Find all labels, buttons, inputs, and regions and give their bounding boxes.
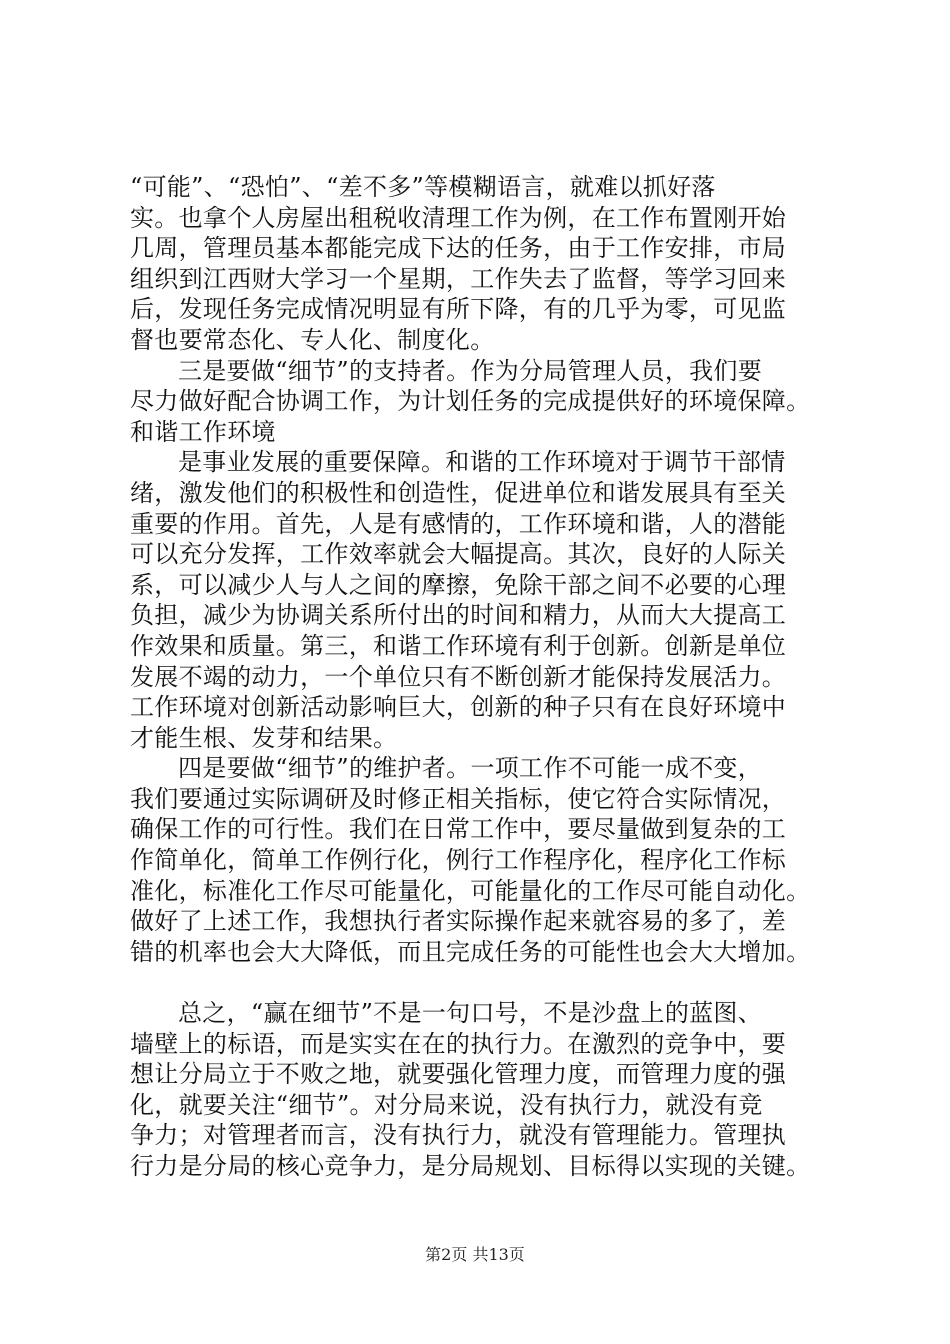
text-line: 组织到江西财大学习一个星期，工作失去了监督，等学习回来	[130, 264, 787, 293]
text-line	[130, 967, 850, 998]
text-line: 做好了上述工作，我想执行者实际操作起来就容易的多了，差	[130, 907, 787, 936]
text-line: 作效果和质量。第三，和谐工作环境有利于创新。创新是单位	[130, 631, 787, 660]
text-line: 三是要做“细节”的支持者。作为分局管理人员，我们要	[178, 356, 763, 385]
text-line: 争力；对管理者而言，没有执行力，就没有管理能力。管理执	[130, 1121, 787, 1150]
text-line: 实。也拿个人房屋出租税收清理工作为例，在工作布置刚开始	[130, 203, 787, 232]
document-body	[130, 172, 850, 1182]
text-line: 我们要通过实际调研及时修正相关指标，使它符合实际情况，	[130, 784, 787, 813]
page-number-footer: 第2页 共13页	[425, 1245, 525, 1264]
text-line: 尽力做好配合协调工作，为计划任务的完成提供好的环境保障。	[130, 387, 811, 416]
text-line: 负担，减少为协调关系所付出的时间和精力，从而大大提高工	[130, 601, 787, 630]
text-line: 是事业发展的重要保障。和谐的工作环境对于调节干部情	[178, 448, 786, 477]
text-line: 墙壁上的标语，而是实实在在的执行力。在激烈的竞争中，要	[130, 1029, 787, 1058]
text-line: 作简单化，简单工作例行化，例行工作程序化，程序化工作标	[130, 846, 787, 875]
text-line: “可能”、“恐怕”、“差不多”等模糊语言，就难以抓好落	[130, 173, 716, 201]
text-line: 后，发现任务完成情况明显有所下降，有的几乎为零，可见监	[130, 295, 787, 324]
text-line: 发展不竭的动力，一个单位只有不断创新才能保持发展活力。	[130, 662, 787, 691]
text-line: 可以充分发挥，工作效率就会大幅提高。其次，良好的人际关	[130, 540, 787, 569]
text-line: 重要的作用。首先，人是有感情的，工作环境和谐，人的潜能	[130, 509, 787, 538]
text-line: 督也要常态化、专人化、制度化。	[130, 325, 495, 354]
text-line: 化，就要关注“细节”。对分局来说，没有执行力，就没有竞	[130, 1090, 763, 1119]
text-line: 准化，标准化工作尽可能量化，可能量化的工作尽可能自动化。	[130, 876, 811, 905]
text-line: 和谐工作环境	[130, 417, 276, 446]
text-line: 错的机率也会大大降低，而且完成任务的可能性也会大大增加。	[130, 937, 811, 966]
text-line: 想让分局立于不败之地，就要强化管理力度，而管理力度的强	[130, 1060, 787, 1089]
text-line: 几周，管理员基本都能完成下达的任务，由于工作安排，市局	[130, 234, 787, 263]
text-line: 四是要做“细节”的维护者。一项工作不可能一成不变，	[178, 754, 763, 783]
text-line: 系，可以减少人与人之间的摩擦，免除干部之间不必要的心理	[130, 570, 787, 599]
text-line: 绪，激发他们的积极性和创造性，促进单位和谐发展具有至关	[130, 478, 787, 507]
text-line: 行力是分局的核心竞争力，是分局规划、目标得以实现的关键。	[130, 1152, 811, 1180]
text-line: 才能生根、发芽和结果。	[130, 723, 398, 752]
text-line: 总之，“赢在细节”不是一句口号，不是沙盘上的蓝图、	[178, 999, 763, 1028]
text-line: 确保工作的可行性。我们在日常工作中，要尽量做到复杂的工	[130, 815, 787, 844]
text-line: 工作环境对创新活动影响巨大，创新的种子只有在良好环境中	[130, 693, 787, 722]
